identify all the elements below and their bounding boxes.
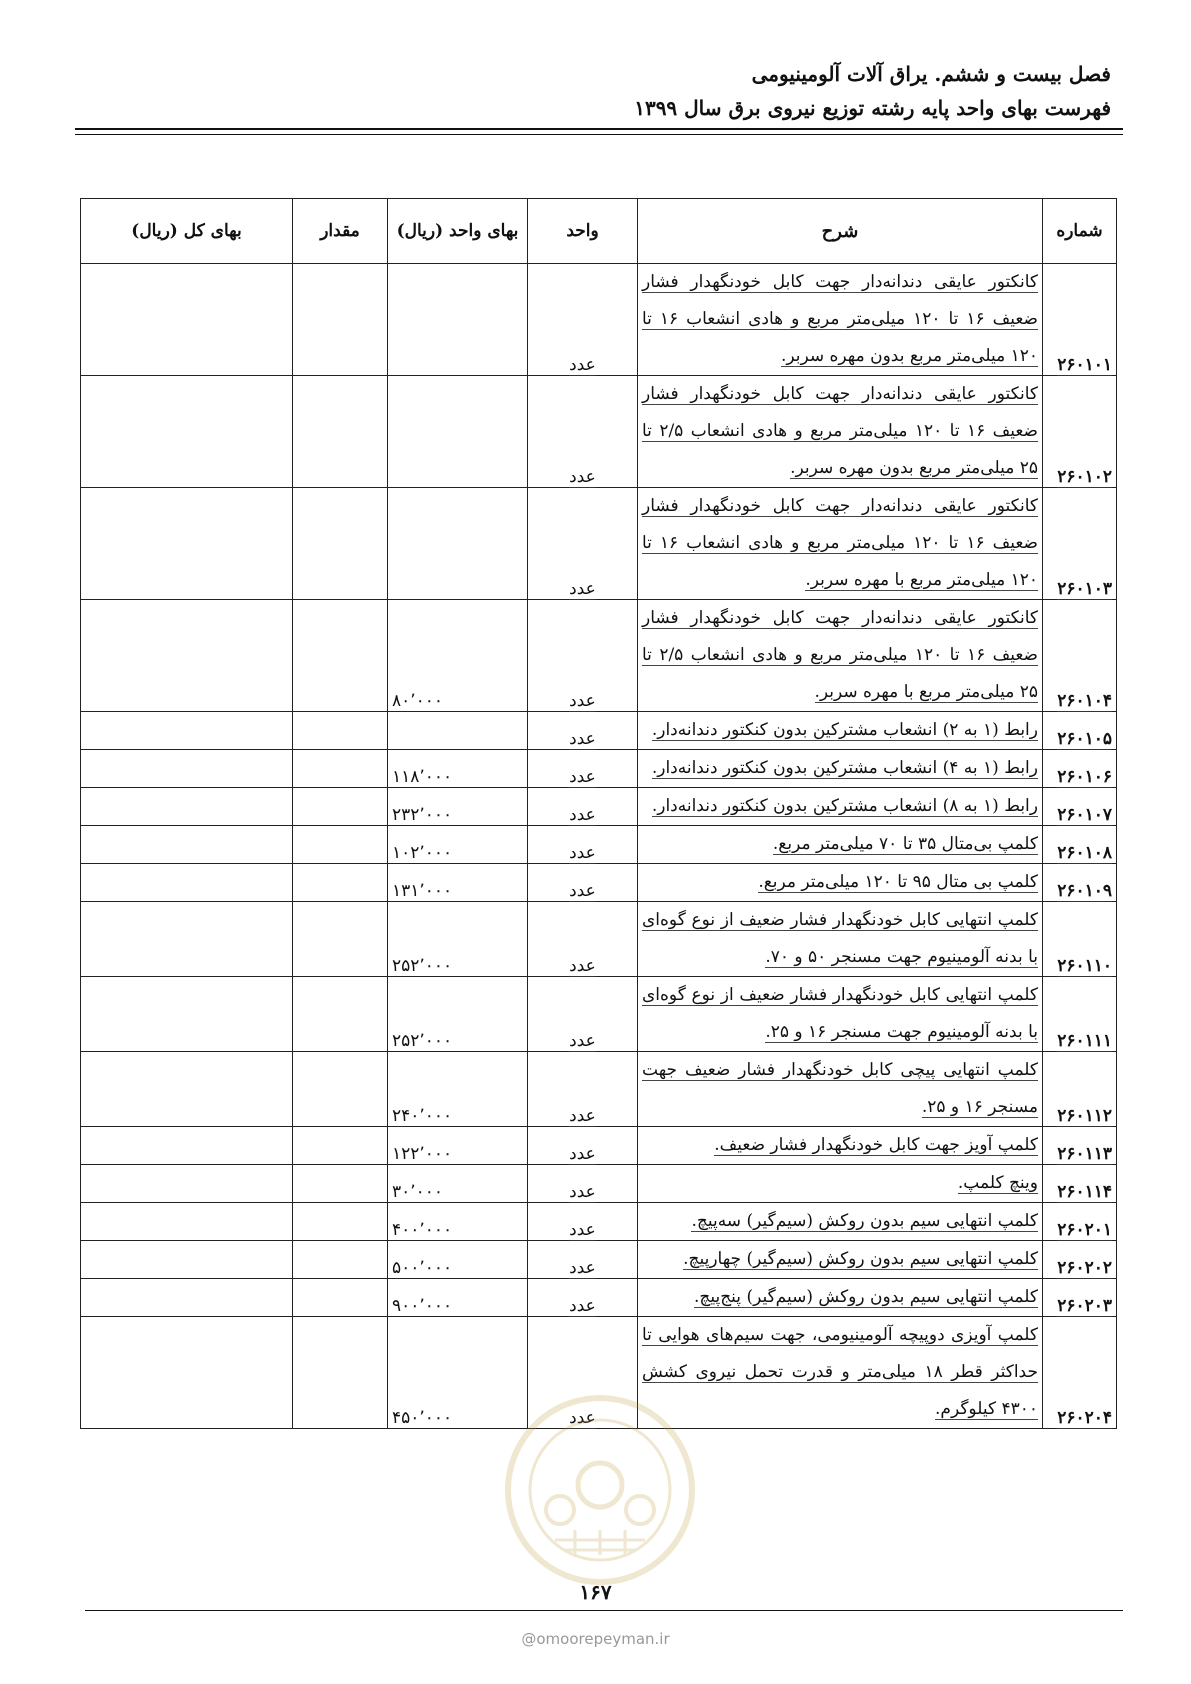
table-row [81,1165,1117,1203]
item-total [81,1127,293,1165]
item-code-text: ۲۶۰۱۱۴ [1057,1182,1112,1202]
item-code [1043,376,1117,488]
item-quantity [293,826,388,864]
item-unit-price [388,712,528,750]
header-rule-thin [75,134,1123,135]
item-code [1043,1317,1117,1429]
item-description-text: وینچ کلمپ. [957,1173,1038,1193]
item-unit-text: عدد [569,767,596,787]
item-code [1043,977,1117,1052]
item-unit-text: عدد [569,956,596,976]
item-description [638,1203,1043,1241]
table-row [81,600,1117,712]
item-unit [528,1127,638,1165]
item-unit-text: عدد [569,805,596,825]
table-row [81,1127,1117,1165]
item-code [1043,600,1117,712]
item-quantity [293,376,388,488]
item-quantity [293,712,388,750]
item-unit [528,712,638,750]
item-quantity [293,1127,388,1165]
item-code-text: ۲۶۰۱۰۳ [1057,579,1112,599]
item-total [81,600,293,712]
item-description-text: کانکتور عایقی دندانه‌دار جهت کابل خودنگهدار فشار ضعیف ۱۶ تا ۱۲۰ میلی‌متر مربع و هادی انشعاب ۱۶ تا ۱۲۰ میلی‌متر مربع بدون مهره سربر. [642,272,1038,366]
item-total [81,826,293,864]
item-unit-price: ۲۳۲٬۰۰۰ [388,788,528,826]
item-description-text: کلمپ انتهایی پیچی کابل خودنگهدار فشار ضعیف جهت مسنجر ۱۶ و ۲۵. [642,1060,1038,1117]
item-unit-price: ۲۴۰٬۰۰۰ [388,1052,528,1127]
item-unit-price: ۴۰۰٬۰۰۰ [388,1203,528,1241]
col-header-total: بهای کل (ریال) [81,199,293,264]
item-description [638,712,1043,750]
item-unit-text: عدد [569,355,596,375]
item-total [81,1317,293,1429]
item-description [638,264,1043,376]
item-quantity [293,977,388,1052]
item-total [81,264,293,376]
item-description-text: کلمپ بی‌متال ۳۵ تا ۷۰ میلی‌متر مربع. [772,834,1038,854]
item-unit-text: عدد [569,1106,596,1126]
item-code-text: ۲۶۰۱۱۰ [1057,956,1112,976]
item-description [638,1241,1043,1279]
item-code [1043,902,1117,977]
item-quantity [293,1317,388,1429]
item-unit-text: عدد [569,729,596,749]
item-code-text: ۲۶۰۱۰۹ [1057,881,1112,901]
col-header-desc: شرح [638,199,1043,264]
item-description [638,1279,1043,1317]
item-code [1043,1127,1117,1165]
item-code [1043,750,1117,788]
item-description-text: کلمپ انتهایی سیم بدون روکش (سیم‌گیر) سه‌پیچ. [691,1211,1038,1231]
item-unit-price: ۸۰٬۰۰۰ [388,600,528,712]
table-row [81,788,1117,826]
table-row [81,902,1117,977]
item-code [1043,826,1117,864]
item-total [81,712,293,750]
item-description-text: رابط (۱ به ۴) انشعاب مشترکین بدون کنکتور دندانه‌دار. [651,758,1038,778]
item-code-text: ۲۶۰۲۰۲ [1057,1258,1112,1278]
item-unit-text: عدد [569,881,596,901]
item-total [81,488,293,600]
table-row [81,826,1117,864]
item-total [81,977,293,1052]
item-code-text: ۲۶۰۱۱۳ [1057,1144,1112,1164]
item-code-text: ۲۶۰۲۰۳ [1057,1296,1112,1316]
item-code-text: ۲۶۰۱۱۱ [1057,1031,1112,1051]
item-unit-text: عدد [569,1408,596,1428]
item-code-text: ۲۶۰۲۰۱ [1057,1220,1112,1240]
item-unit-text: عدد [569,1296,596,1316]
item-unit-price [388,488,528,600]
item-unit [528,864,638,902]
item-unit-price: ۵۰۰٬۰۰۰ [388,1241,528,1279]
item-code [1043,1052,1117,1127]
table-row [81,712,1117,750]
item-unit-price: ۱۲۲٬۰۰۰ [388,1127,528,1165]
item-unit-text: عدد [569,467,596,487]
item-description [638,826,1043,864]
item-unit-price: ۱۰۲٬۰۰۰ [388,826,528,864]
table-row [81,264,1117,376]
item-unit-price: ۱۱۸٬۰۰۰ [388,750,528,788]
item-description [638,376,1043,488]
item-quantity [293,864,388,902]
item-unit-price: ۳۰٬۰۰۰ [388,1165,528,1203]
item-quantity [293,1279,388,1317]
item-unit [528,826,638,864]
item-unit-text: عدد [569,1182,596,1202]
item-total [81,902,293,977]
col-header-qty: مقدار [293,199,388,264]
item-unit [528,1279,638,1317]
item-unit-price: ۲۵۲٬۰۰۰ [388,902,528,977]
item-total [81,376,293,488]
item-unit [528,264,638,376]
item-quantity [293,488,388,600]
item-total [81,1165,293,1203]
item-description-text: کلمپ انتهایی سیم بدون روکش (سیم‌گیر) پنج‌پیچ. [693,1287,1038,1307]
item-unit [528,750,638,788]
item-quantity [293,600,388,712]
item-unit-text: عدد [569,1220,596,1240]
item-description [638,1165,1043,1203]
item-description [638,600,1043,712]
item-code [1043,1203,1117,1241]
item-code-text: ۲۶۰۲۰۴ [1057,1408,1112,1428]
item-unit-text: عدد [569,1258,596,1278]
item-total [81,864,293,902]
item-code-text: ۲۶۰۱۰۶ [1057,767,1112,787]
price-table [80,198,1117,1429]
header-rule [75,128,1123,130]
item-unit [528,902,638,977]
document-title: فهرست بهای واحد پایه رشته توزیع نیروی برق سال ۱۳۹۹ [634,96,1111,120]
item-description-text: کانکتور عایقی دندانه‌دار جهت کابل خودنگهدار فشار ضعیف ۱۶ تا ۱۲۰ میلی‌متر مربع و هادی انشعاب ۲/۵ تا ۲۵ میلی‌متر مربع با مهره سربر. [642,608,1038,702]
item-unit-text: عدد [569,691,596,711]
table-row [81,1279,1117,1317]
table-row [81,376,1117,488]
footer-rule [85,1610,1123,1611]
item-code-text: ۲۶۰۱۰۷ [1057,805,1112,825]
item-unit-text: عدد [569,843,596,863]
item-code [1043,264,1117,376]
col-header-unit: واحد [528,199,638,264]
item-unit-price: ۱۳۱٬۰۰۰ [388,864,528,902]
item-description-text: کانکتور عایقی دندانه‌دار جهت کابل خودنگهدار فشار ضعیف ۱۶ تا ۱۲۰ میلی‌متر مربع و هادی انشعاب ۱۶ تا ۱۲۰ میلی‌متر مربع با مهره سربر. [642,496,1038,590]
item-unit-text: عدد [569,1144,596,1164]
table-row [81,1052,1117,1127]
item-code [1043,1279,1117,1317]
item-code-text: ۲۶۰۱۰۵ [1057,729,1112,749]
item-description [638,1127,1043,1165]
item-code [1043,712,1117,750]
item-description-text: کلمپ انتهایی کابل خودنگهدار فشار ضعیف از نوع گوه‌ای با بدنه آلومینیوم جهت مسنجر ۵۰ و ۷۰. [642,910,1038,967]
table-row [81,750,1117,788]
item-unit-text: عدد [569,1031,596,1051]
item-description [638,788,1043,826]
item-description-text: کلمپ آویزی دوپیچه آلومینیومی، جهت سیم‌های هوایی تا حداکثر قطر ۱۸ میلی‌متر و قدرت تحمل نیروی کشش ۴۳۰۰ کیلوگرم. [642,1325,1038,1419]
item-code [1043,488,1117,600]
item-quantity [293,750,388,788]
item-unit [528,1165,638,1203]
item-description [638,750,1043,788]
table-row [81,977,1117,1052]
item-description [638,902,1043,977]
item-unit-price [388,264,528,376]
page-number: ۱۶۷ [579,1580,612,1604]
item-quantity [293,1241,388,1279]
item-code [1043,864,1117,902]
item-description-text: کلمپ انتهایی کابل خودنگهدار فشار ضعیف از نوع گوه‌ای با بدنه آلومینیوم جهت مسنجر ۱۶ و ۲۵. [642,985,1038,1042]
chapter-title: فصل بیست و ششم. یراق آلات آلومینیومی [751,62,1111,86]
item-unit [528,1241,638,1279]
item-quantity [293,902,388,977]
item-quantity [293,788,388,826]
site-watermark: @omoorepeyman.ir [521,1630,670,1648]
item-unit [528,788,638,826]
item-total [81,1241,293,1279]
item-code-text: ۲۶۰۱۰۴ [1057,691,1112,711]
item-description-text: کلمپ آویز جهت کابل خودنگهدار فشار ضعیف. [714,1135,1038,1155]
item-unit [528,977,638,1052]
seal-watermark-icon [500,1390,700,1590]
item-total [81,750,293,788]
item-total [81,1203,293,1241]
item-code [1043,1241,1117,1279]
item-description-text: کانکتور عایقی دندانه‌دار جهت کابل خودنگهدار فشار ضعیف ۱۶ تا ۱۲۰ میلی‌متر مربع و هادی انشعاب ۲/۵ تا ۲۵ میلی‌متر مربع بدون مهره سربر. [642,384,1038,478]
item-description-text: کلمپ انتهایی سیم بدون روکش (سیم‌گیر) چهارپیچ. [683,1249,1038,1269]
item-unit [528,376,638,488]
item-unit [528,600,638,712]
item-quantity [293,1052,388,1127]
item-description [638,977,1043,1052]
item-total [81,788,293,826]
item-code-text: ۲۶۰۱۰۱ [1057,355,1112,375]
item-quantity [293,264,388,376]
item-description [638,488,1043,600]
item-description-text: رابط (۱ به ۲) انشعاب مشترکین بدون کنکتور دندانه‌دار. [651,720,1038,740]
table-row [81,1203,1117,1241]
item-description-text: کلمپ بی متال ۹۵ تا ۱۲۰ میلی‌متر مربع. [758,872,1038,892]
col-header-unit-price: بهای واحد (ریال) [388,199,528,264]
item-description [638,864,1043,902]
item-unit-price: ۹۰۰٬۰۰۰ [388,1279,528,1317]
item-unit [528,488,638,600]
item-unit [528,1052,638,1127]
item-description-text: رابط (۱ به ۸) انشعاب مشترکین بدون کنکتور دندانه‌دار. [651,796,1038,816]
item-code-text: ۲۶۰۱۰۸ [1057,843,1112,863]
table-row [81,864,1117,902]
item-unit [528,1203,638,1241]
col-header-code: شماره [1043,199,1117,264]
item-unit-price [388,376,528,488]
table-row [81,488,1117,600]
item-quantity [293,1203,388,1241]
item-code [1043,1165,1117,1203]
item-description [638,1052,1043,1127]
item-total [81,1279,293,1317]
table-header-row [81,199,1117,264]
item-code-text: ۲۶۰۱۰۲ [1057,467,1112,487]
item-code-text: ۲۶۰۱۱۲ [1057,1106,1112,1126]
item-unit-price: ۲۵۲٬۰۰۰ [388,977,528,1052]
item-unit-text: عدد [569,579,596,599]
item-unit-price: ۴۵۰٬۰۰۰ [388,1317,528,1429]
item-total [81,1052,293,1127]
item-code [1043,788,1117,826]
item-quantity [293,1165,388,1203]
table-row [81,1241,1117,1279]
